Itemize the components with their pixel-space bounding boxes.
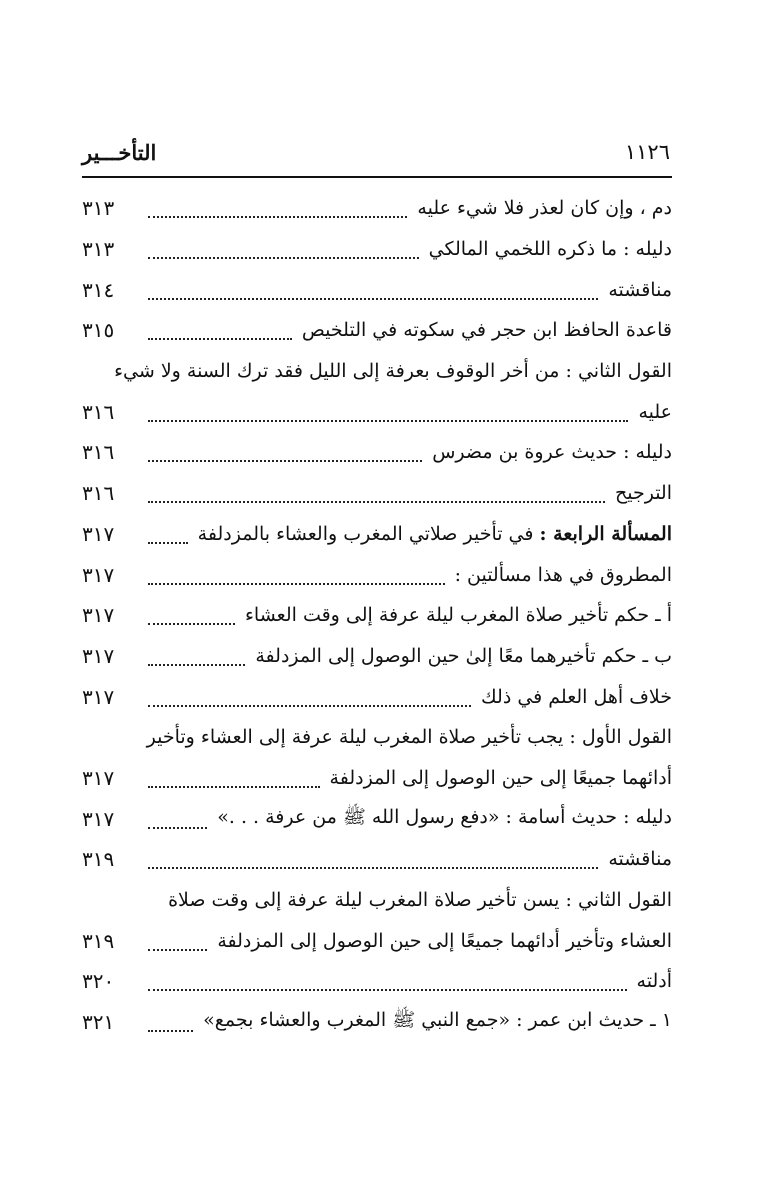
- dot-leader: [148, 520, 188, 544]
- toc-entry: [82, 229, 672, 270]
- entry-text: دليله : حديث أسامة : «دفع رسول الله ﷺ من عرفة . . .»: [217, 805, 672, 828]
- entry-page: ٣١٩: [82, 847, 115, 872]
- entry-text: مناقشته: [608, 278, 672, 301]
- entry-text: عليه: [638, 400, 672, 423]
- dot-leader: [148, 642, 245, 666]
- toc-entry: [82, 554, 672, 595]
- toc-entry: [82, 269, 672, 310]
- toc-entry: [82, 1002, 672, 1043]
- entry-page: ٣١٣: [82, 196, 115, 221]
- toc-entry: [82, 839, 672, 880]
- dot-leader: [148, 194, 407, 218]
- entry-page: ٣١٦: [82, 399, 115, 424]
- entry-page: ٣٢٠: [82, 969, 115, 994]
- entry-text: أدلته: [636, 970, 672, 993]
- entry-page: ٣١٧: [82, 521, 115, 546]
- entry-text: دم ، وإن كان لعذر فلا شيء عليه: [417, 197, 672, 220]
- dot-leader: [148, 764, 320, 788]
- dot-leader: [148, 561, 445, 585]
- entry-text: دليله : ما ذكره اللخمي المالكي: [428, 238, 672, 261]
- entry-page: ٣١٤: [82, 277, 115, 302]
- entry-page: ٣١٩: [82, 928, 115, 953]
- entry-text: المطروق في هذا مسألتين :: [454, 563, 672, 586]
- toc-entry: [82, 636, 672, 677]
- toc-entry: [82, 188, 672, 229]
- toc-entry: [82, 595, 672, 636]
- toc-entry-heading: [82, 351, 672, 392]
- toc-entry: [82, 758, 672, 799]
- entry-page: ٣١٦: [82, 440, 115, 465]
- entry-text: القول الأول : يجب تأخير صلاة المغرب ليلة عرفة إلى العشاء وتأخير: [146, 726, 672, 749]
- dot-leader: [148, 276, 598, 300]
- entry-page: ٣١٣: [82, 237, 115, 262]
- entry-text: [192, 523, 672, 545]
- toc-entry: [82, 798, 672, 839]
- dot-leader: [148, 967, 627, 991]
- entry-page: ٣١٧: [82, 806, 115, 831]
- dot-leader: [148, 683, 471, 707]
- running-title: التأخـــير: [82, 140, 157, 165]
- toc-entry: [82, 961, 672, 1002]
- entry-bold-label: المسألة الرابعة :: [539, 522, 672, 545]
- entry-text: قاعدة الحافظ ابن حجر في سكوته في التلخيص: [301, 319, 672, 342]
- entry-text: دليله : حديث عروة بن مضرس: [432, 441, 672, 464]
- entry-text: العشاء وتأخير أدائهما جميعًا إلى حين الوصول إلى المزدلفة: [217, 929, 672, 952]
- dot-leader: [148, 601, 235, 625]
- entry-page: ٣١٥: [82, 318, 115, 343]
- entry-text: الترجيح: [614, 482, 672, 505]
- header-rule: [82, 176, 672, 178]
- entry-text: أدائهما جميعًا إلى حين الوصول إلى المزدلفة: [329, 766, 672, 789]
- dot-leader: [148, 805, 207, 829]
- dot-leader: [148, 316, 292, 340]
- entry-page: ٣١٧: [82, 684, 115, 709]
- entry-text: القول الثاني : من أخر الوقوف بعرفة إلى الليل فقد ترك السنة ولا شيء: [114, 360, 672, 383]
- dot-leader: [148, 438, 422, 462]
- page-header: [82, 140, 670, 168]
- dot-leader: [148, 927, 207, 951]
- dot-leader: [148, 479, 605, 503]
- entry-text: أ ـ حكم تأخير صلاة المغرب ليلة عرفة إلى وقت العشاء: [245, 604, 672, 627]
- dot-leader: [148, 235, 419, 259]
- toc-entry: [82, 473, 672, 514]
- dot-leader: [148, 845, 598, 869]
- entry-text: ١ ـ حديث ابن عمر : «جمع النبي ﷺ المغرب والعشاء بجمع»: [203, 1009, 672, 1032]
- entry-page: ٣١٧: [82, 603, 115, 628]
- entry-text: ب ـ حكم تأخيرهما معًا إلىٰ حين الوصول إلى المزدلفة: [255, 644, 672, 667]
- dot-leader: [148, 398, 628, 422]
- dot-leader: [148, 1008, 193, 1032]
- toc-entry: [82, 920, 672, 961]
- entry-text: خلاف أهل العلم في ذلك: [481, 685, 672, 708]
- toc-entry: [82, 514, 672, 555]
- entry-page: ٣١٧: [82, 765, 115, 790]
- entry-page: ٣٢١: [82, 1010, 115, 1035]
- page-number: ١١٢٦: [624, 140, 670, 164]
- entry-text: مناقشته: [608, 848, 672, 871]
- toc-entry: [82, 310, 672, 351]
- table-of-contents: [82, 188, 672, 1042]
- entry-text: القول الثاني : يسن تأخير صلاة المغرب ليلة عرفة إلى وقت صلاة: [168, 889, 672, 912]
- toc-entry: [82, 391, 672, 432]
- toc-entry: [82, 676, 672, 717]
- toc-entry: [82, 432, 672, 473]
- entry-page: ٣١٦: [82, 481, 115, 506]
- entry-page: ٣١٧: [82, 562, 115, 587]
- toc-entry-heading: [82, 880, 672, 921]
- entry-page: ٣١٧: [82, 643, 115, 668]
- entry-text-rest: في تأخير صلاتي المغرب والعشاء بالمزدلفة: [197, 522, 540, 545]
- toc-entry-heading: [82, 717, 672, 758]
